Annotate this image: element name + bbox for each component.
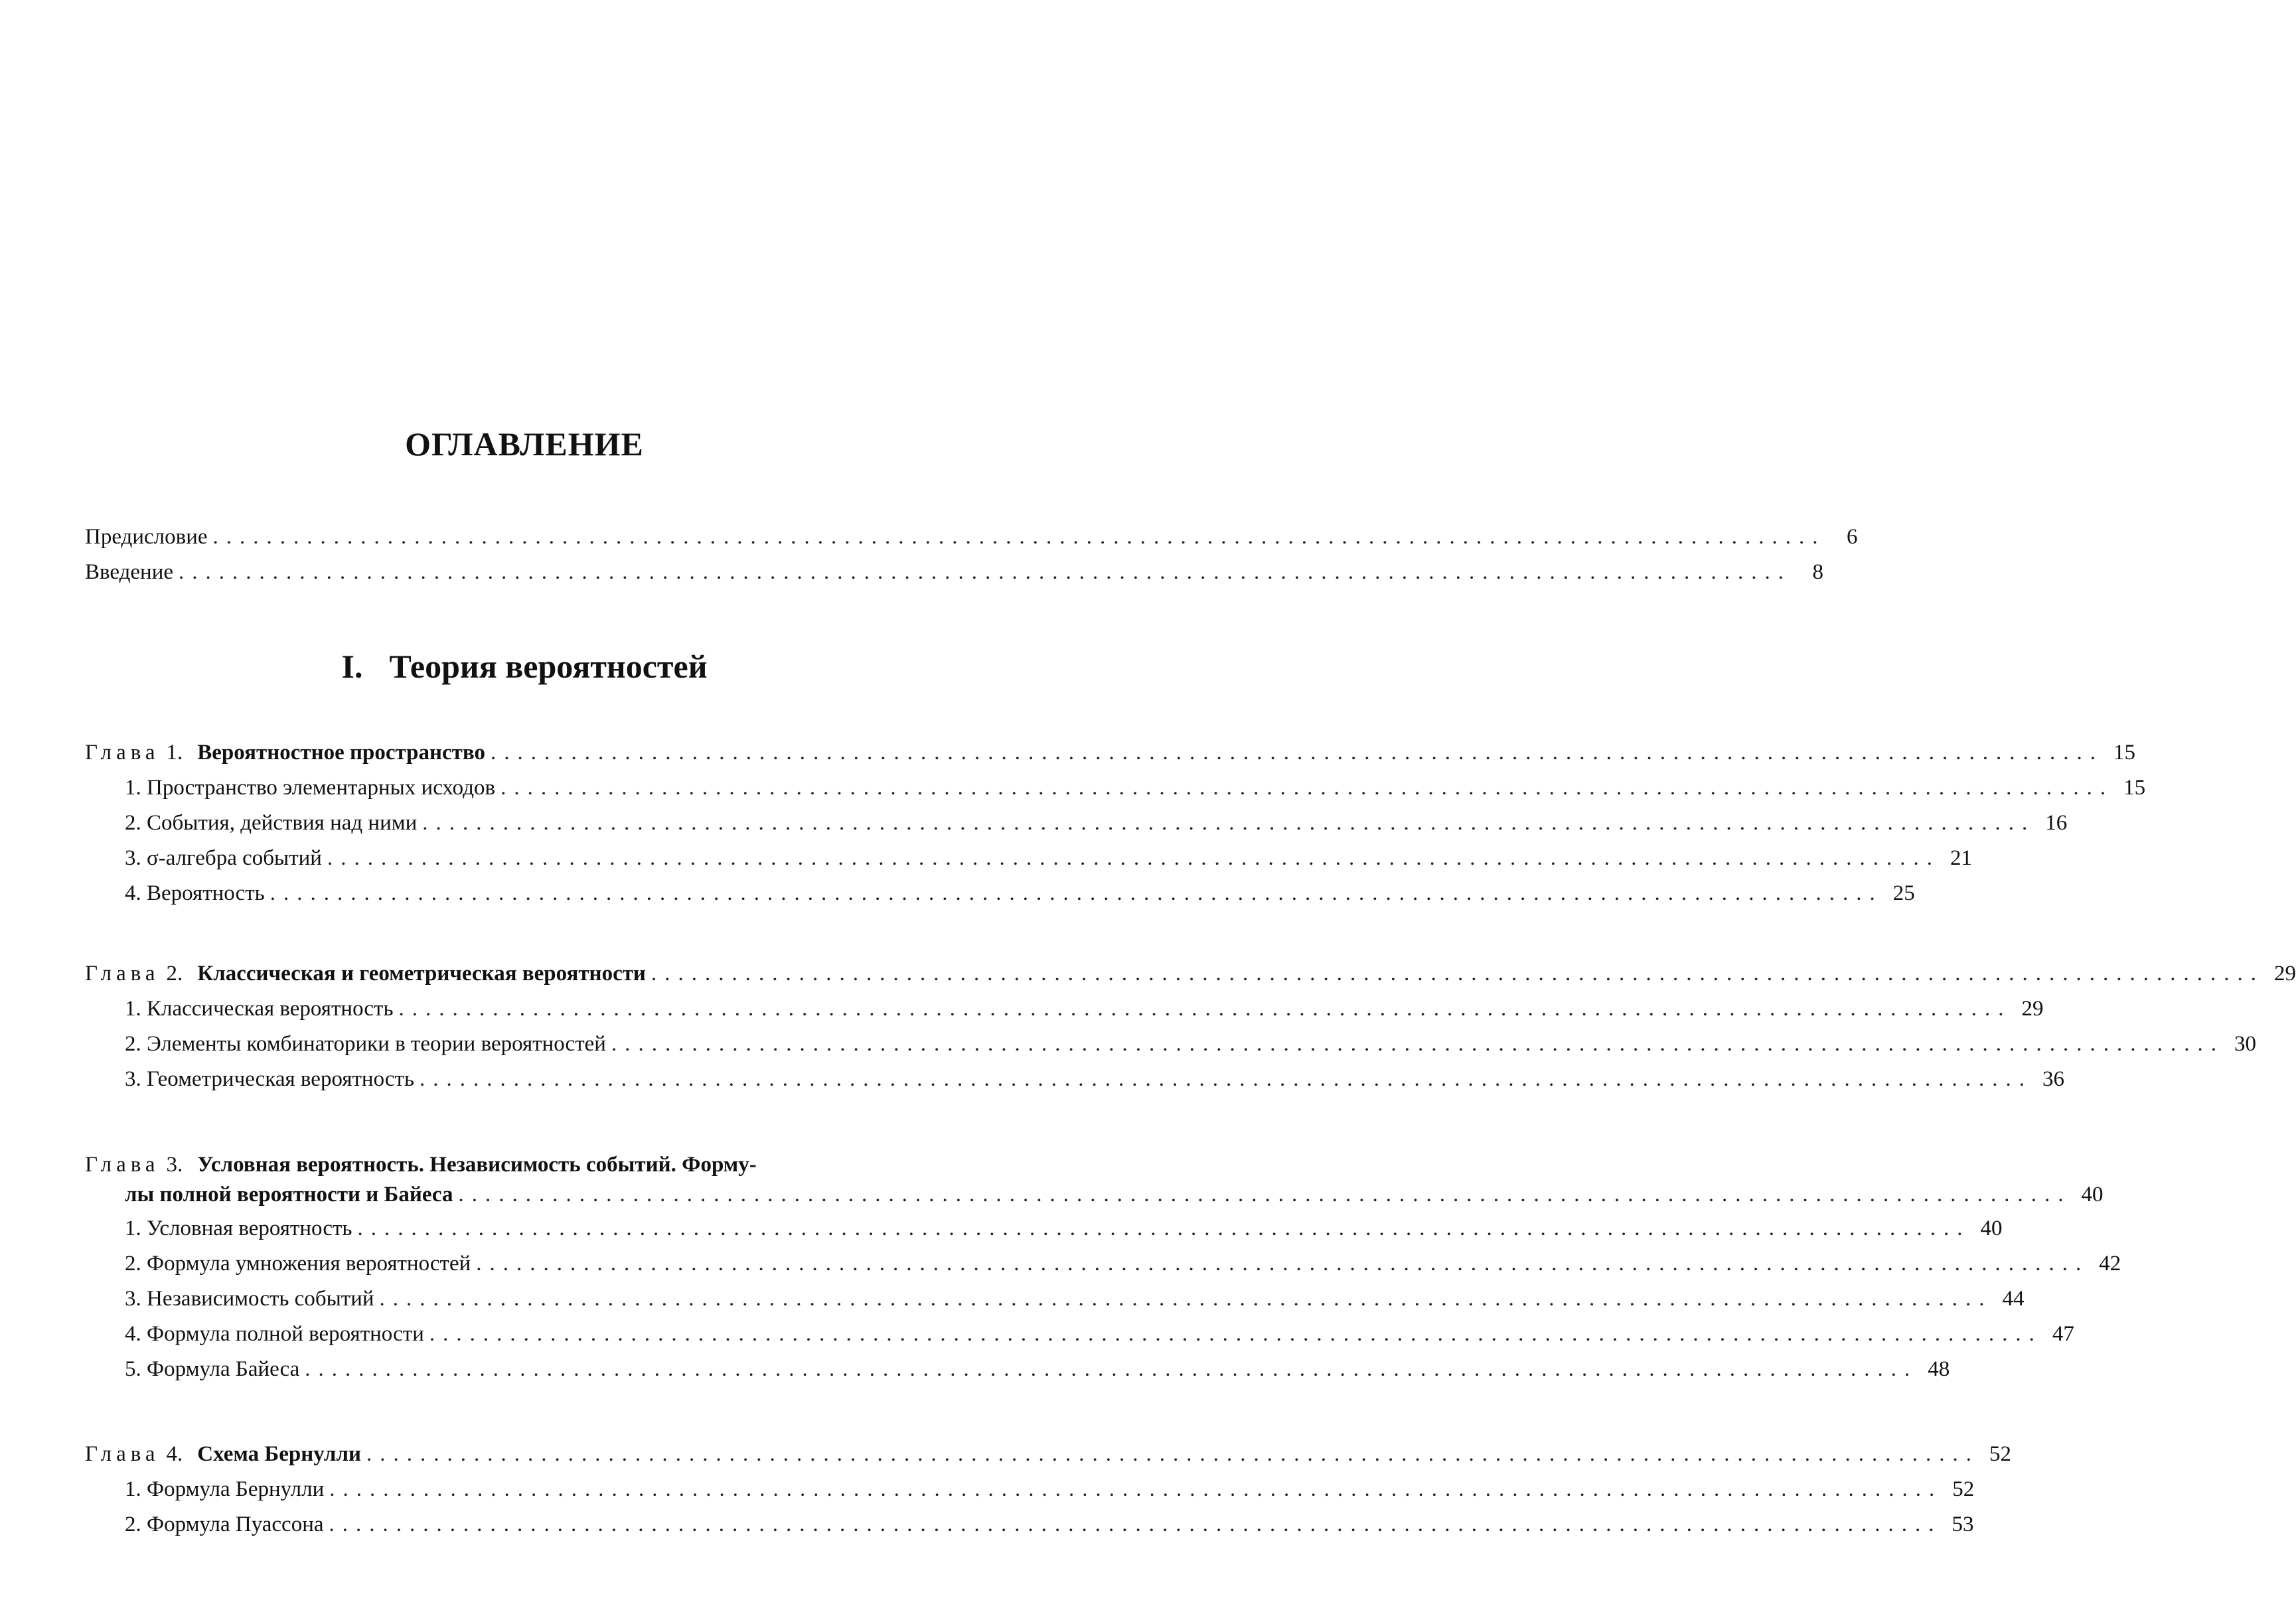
toc-entry-page: 21 xyxy=(1950,846,1972,870)
toc-chapter-entry[interactable] xyxy=(85,735,2135,771)
toc-entry-page: 42 xyxy=(2099,1252,2121,1276)
chapter-title-line1: Условная вероятность. Независимость событий. Форму- xyxy=(197,1153,757,1177)
toc-entry-page: 15 xyxy=(2123,776,2146,800)
dot-leader: ........................................................................................................................ xyxy=(476,1252,2090,1276)
toc-section-entry[interactable] xyxy=(85,1062,2065,1097)
dot-leader: ........................................................................................................................ xyxy=(327,846,1940,870)
toc-entry-page: 47 xyxy=(2052,1322,2074,1346)
toc-section-entry[interactable] xyxy=(85,1211,2003,1246)
dot-leader: ........................................................................................................................ xyxy=(329,1477,1943,1501)
section-label: 3. Геометрическая вероятность xyxy=(125,1067,415,1091)
toc-section-entry[interactable] xyxy=(85,1352,1950,1387)
section-label: 4. Формула полной вероятности xyxy=(125,1322,424,1346)
toc-entry-introduction[interactable] xyxy=(85,555,1824,590)
chapter-prefix: Глава xyxy=(85,962,160,986)
dot-leader: ........................................................................................................................ xyxy=(269,881,1883,905)
toc-entry-page: 52 xyxy=(1952,1477,1975,1501)
toc-entry-page: 29 xyxy=(2021,997,2044,1021)
toc-section-entry[interactable] xyxy=(85,806,2068,841)
toc-section-entry[interactable] xyxy=(85,1507,1974,1542)
section-label: 2. События, действия над ними xyxy=(125,811,418,835)
section-label: 5. Формула Байеса xyxy=(125,1357,300,1381)
dot-leader: ........................................................................................................................ xyxy=(611,1032,2224,1056)
toc-section-entry[interactable] xyxy=(85,1472,1975,1507)
toc-entry-page: 44 xyxy=(2002,1287,2025,1311)
section-label: 4. Вероятность xyxy=(125,881,265,905)
section-label: 1. Классическая вероятность xyxy=(125,997,394,1021)
toc-entry-page: 15 xyxy=(2113,741,2135,765)
dot-leader: ........................................................................................................................ xyxy=(179,560,1792,584)
chapter-number: 2. xyxy=(166,962,183,986)
page-title: ОГЛАВЛЕНИЕ xyxy=(405,425,644,463)
chapter-number: 4. xyxy=(166,1442,183,1466)
section-label: 1. Условная вероятность xyxy=(125,1216,352,1240)
toc-entry-page: 25 xyxy=(1892,881,1915,905)
chapter-title: Вероятностное пространство xyxy=(197,741,485,765)
section-label: 1. Формула Бернулли xyxy=(125,1477,325,1501)
section-label: 3. Независимость событий xyxy=(125,1287,374,1311)
toc-entry-page: 52 xyxy=(1989,1442,2011,1466)
toc-section-entry[interactable] xyxy=(85,1027,2256,1062)
chapter-title: Схема Бернулли xyxy=(197,1442,361,1466)
section-label: 3. σ-алгебра событий xyxy=(125,846,322,870)
section-label: 1. Пространство элементарных исходов xyxy=(125,776,496,800)
toc-entry-page: 40 xyxy=(2081,1183,2104,1207)
chapter-number: 1. xyxy=(166,741,183,765)
chapter-3 xyxy=(85,1151,2121,1387)
chapter-number: 3. xyxy=(166,1153,183,1177)
chapter-title-line2: лы полной вероятности и Байеса xyxy=(125,1183,453,1207)
toc-chapter-entry-continuation[interactable] xyxy=(85,1178,2104,1211)
dot-leader: ........................................................................................................................ xyxy=(420,1067,2033,1091)
toc-section-entry[interactable] xyxy=(85,841,1972,876)
toc-chapter-entry[interactable] xyxy=(85,956,2296,992)
toc-section-entry[interactable] xyxy=(85,771,2146,806)
chapter-1 xyxy=(85,735,2146,911)
toc-entry-page: 29 xyxy=(2273,962,2296,986)
section-label: 2. Формула Пуассона xyxy=(125,1512,324,1536)
dot-leader: ........................................................................................................................ xyxy=(458,1183,2072,1207)
toc-entry-page: 36 xyxy=(2042,1067,2065,1091)
toc-section-entry[interactable] xyxy=(85,876,1915,911)
dot-leader: ........................................................................................................................ xyxy=(429,1322,2042,1346)
toc-chapter-entry[interactable] xyxy=(85,1437,2011,1472)
dot-leader: ........................................................................................................................ xyxy=(500,776,2114,800)
toc-section-entry[interactable] xyxy=(85,1282,2025,1317)
dot-leader: ........................................................................................................................ xyxy=(379,1287,1993,1311)
toc-entry-label: Предисловие xyxy=(85,525,208,549)
dot-leader: ........................................................................................................................ xyxy=(329,1512,1942,1536)
toc-entry-page: 53 xyxy=(1952,1512,1974,1536)
part-number: I. xyxy=(341,648,363,685)
dot-leader: ........................................................................................................................ xyxy=(305,1357,1918,1381)
part-title xyxy=(0,647,1049,686)
toc-section-entry[interactable] xyxy=(85,1246,2121,1282)
chapter-2 xyxy=(85,956,2296,1097)
dot-leader: ........................................................................................................................ xyxy=(398,997,2012,1021)
toc-entry-page: 48 xyxy=(1928,1357,1950,1381)
section-label: 2. Элементы комбинаторики в теории вероятностей xyxy=(125,1032,606,1056)
toc-entry-page: 8 xyxy=(1812,560,1824,584)
toc-section-entry[interactable] xyxy=(85,992,2044,1027)
chapter-prefix: Глава xyxy=(85,1442,160,1466)
toc-section-entry[interactable] xyxy=(85,1317,2074,1352)
toc-entry-page: 6 xyxy=(1847,525,1858,549)
chapter-prefix: Глава xyxy=(85,1153,160,1177)
toc-entry-page: 30 xyxy=(2234,1032,2256,1056)
dot-leader: ........................................................................................................................ xyxy=(651,962,2264,986)
dot-leader: ........................................................................................................................ xyxy=(422,811,2036,835)
dot-leader: ........................................................................................................................ xyxy=(366,1442,1979,1466)
dot-leader: ........................................................................................................................ xyxy=(212,525,1826,549)
toc-entry-page: 16 xyxy=(2045,811,2068,835)
toc-entry-preface[interactable] xyxy=(85,520,1858,555)
dot-leader: ........................................................................................................................ xyxy=(490,741,2104,765)
front-matter xyxy=(85,520,1858,590)
chapter-prefix: Глава xyxy=(85,741,160,765)
part-name: Теория вероятностей xyxy=(389,648,708,685)
toc-chapter-entry[interactable] xyxy=(85,1151,961,1178)
dot-leader: ........................................................................................................................ xyxy=(357,1216,1971,1240)
chapter-title: Классическая и геометрическая вероятности xyxy=(197,962,646,986)
chapter-4 xyxy=(85,1437,2011,1542)
toc-entry-label: Введение xyxy=(85,560,174,584)
toc-entry-page: 40 xyxy=(1980,1216,2003,1240)
section-label: 2. Формула умножения вероятностей xyxy=(125,1252,471,1276)
